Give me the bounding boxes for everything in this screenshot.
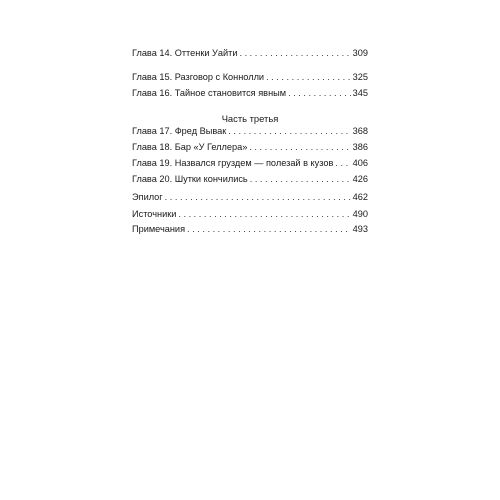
dot-leader (249, 140, 350, 154)
toc-entry-title: Глава 17. Фред Вывак (132, 126, 227, 136)
toc-entry-page: 426 (352, 174, 368, 184)
toc-entry-title: Глава 15. Разговор с Коннолли (132, 72, 265, 82)
toc-entry (132, 86, 368, 100)
toc-entry-page: 493 (352, 224, 368, 234)
toc-entry-page: 345 (352, 88, 368, 98)
dot-leader (250, 172, 351, 186)
toc-entry-title: Источники (132, 209, 177, 219)
toc-entry-title: Глава 18. Бар «У Геллера» (132, 142, 248, 152)
toc-entry-title: Глава 19. Назвался груздем — полезай в кузов (132, 158, 334, 168)
toc-entry (132, 207, 368, 221)
toc-entry (132, 190, 368, 204)
toc-entry-page: 386 (352, 142, 368, 152)
dot-leader (266, 70, 351, 84)
toc-entry (132, 70, 368, 84)
dot-leader (187, 222, 351, 236)
toc-entry-title: Глава 16. Тайное становится явным (132, 88, 287, 98)
dot-leader (288, 86, 351, 100)
toc-entry (132, 124, 368, 138)
toc-entry-page: 490 (352, 209, 368, 219)
dot-leader (335, 156, 350, 170)
toc-entry-title: Эпилог (132, 192, 163, 202)
dot-leader (228, 124, 350, 138)
dot-leader (178, 207, 350, 221)
toc-entry-title: Примечания (132, 224, 186, 234)
part-heading: Часть третья (221, 113, 279, 124)
toc-entry (132, 46, 368, 60)
toc-entry-title: Глава 20. Шутки кончились (132, 174, 248, 184)
toc-entry-page: 462 (352, 192, 368, 202)
toc-entry-page: 406 (352, 158, 368, 168)
toc-entry (132, 156, 368, 170)
toc-entry (132, 140, 368, 154)
toc-entry-page: 325 (352, 72, 368, 82)
toc-entry-title: Глава 14. Оттенки Уайти (132, 48, 238, 58)
dot-leader (165, 190, 351, 204)
toc-entry-page: 309 (352, 48, 368, 58)
toc-entry (132, 222, 368, 236)
toc-entry-page: 368 (352, 126, 368, 136)
toc-entry (132, 172, 368, 186)
dot-leader (239, 46, 350, 60)
